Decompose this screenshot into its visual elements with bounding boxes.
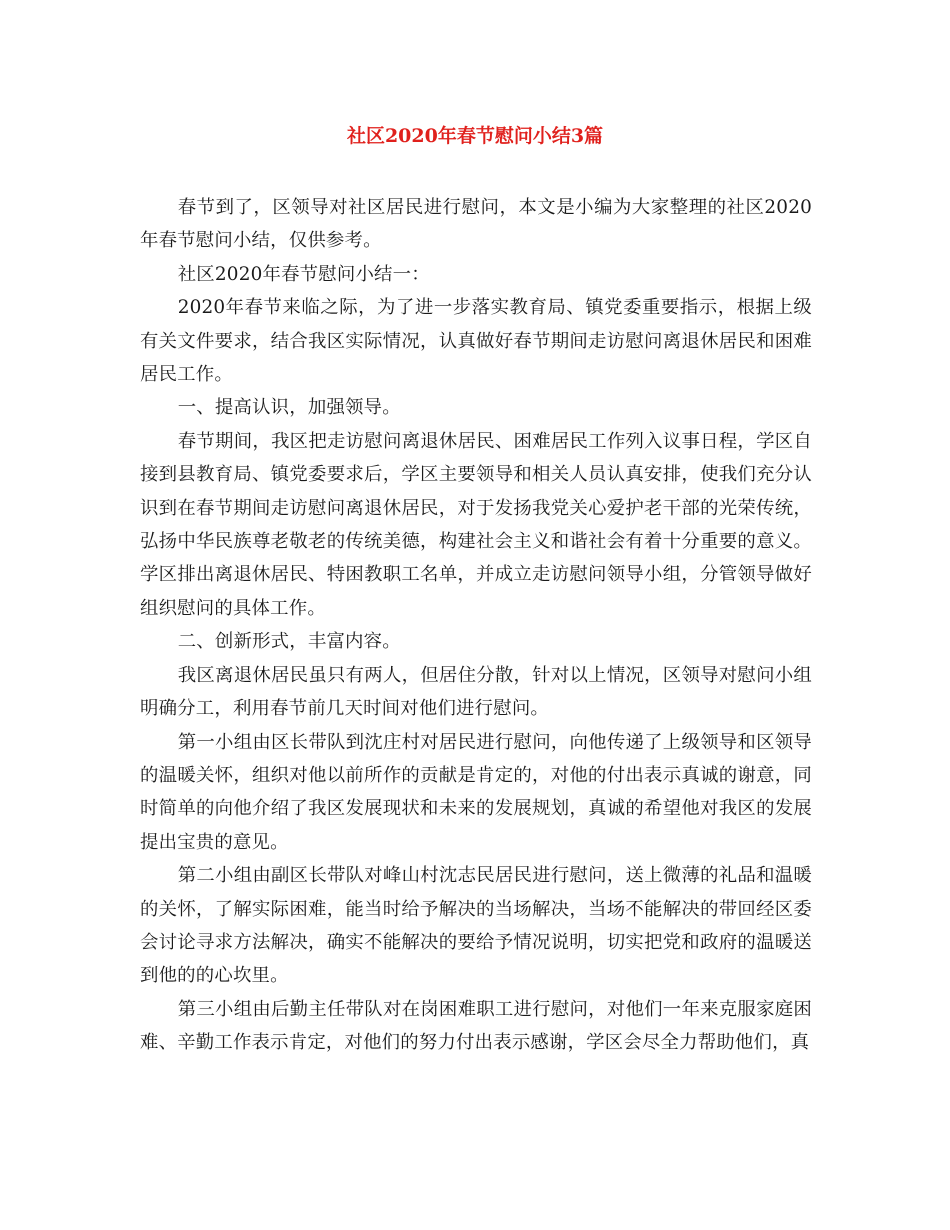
paragraph: 第二小组由副区长带队对峰山村沈志民居民进行慰问，送上微薄的礼品和温暖的关怀，了解实际困难，能当时给予解决的当场解决，当场不能解决的带回经区委会讨论寻求方法解决，确实不能解决的要给予情况说明，切实把党和政府的温暖送到他的的心坎里。 — [140, 865, 812, 987]
paragraph: 我区离退休居民虽只有两人，但居住分散，针对以上情况，区领导对慰问小组明确分工，利用春节前几天时间对他们进行慰问。 — [140, 664, 812, 720]
document-body — [140, 191, 812, 1060]
paragraph: 春节期间，我区把走访慰问离退休居民、困难居民工作列入议事日程，学区自接到县教育局、镇党委要求后，学区主要领导和相关人员认真安排，使我们充分认识到在春节期间走访慰问离退休居民，对于发扬我党关心爱护老干部的光荣传统，弘扬中华民族尊老敬老的传统美德，构建社会主义和谐社会有着十分重要的意义。学区排出离退休居民、特困教职工名单，并成立走访慰问领导小组，分管领导做好组织慰问的具体工作。 — [140, 430, 812, 619]
paragraph: 第一小组由区长带队到沈庄村对居民进行慰问，向他传递了上级领导和区领导的温暖关怀，组织对他以前所作的贡献是肯定的，对他的付出表示真诚的谢意，同时简单的向他介绍了我区发展现状和未来的发展规划，真诚的希望他对我区的发展提出宝贵的意见。 — [140, 731, 812, 853]
section-heading: 二、创新形式，丰富内容。 — [177, 631, 401, 653]
paragraph: 第三小组由后勤主任带队对在岗困难职工进行慰问，对他们一年来克服家庭困难、辛勤工作表示肯定，对他们的努力付出表示感谢，学区会尽全力帮助他们，真 — [140, 998, 812, 1054]
section-heading: 一、提高认识，加强领导。 — [177, 397, 401, 419]
document-title: 社区2020年春节慰问小结3篇 — [346, 125, 604, 147]
paragraph: 2020年春节来临之际，为了进一步落实教育局、镇党委重要指示，根据上级有关文件要求，结合我区实际情况，认真做好春节期间走访慰问离退休居民和困难居民工作。 — [140, 297, 812, 386]
paragraph: 春节到了，区领导对社区居民进行慰问，本文是小编为大家整理的社区2020年春节慰问小结，仅供参考。 — [140, 197, 812, 252]
paragraph: 社区2020年春节慰问小结一： — [177, 263, 430, 285]
